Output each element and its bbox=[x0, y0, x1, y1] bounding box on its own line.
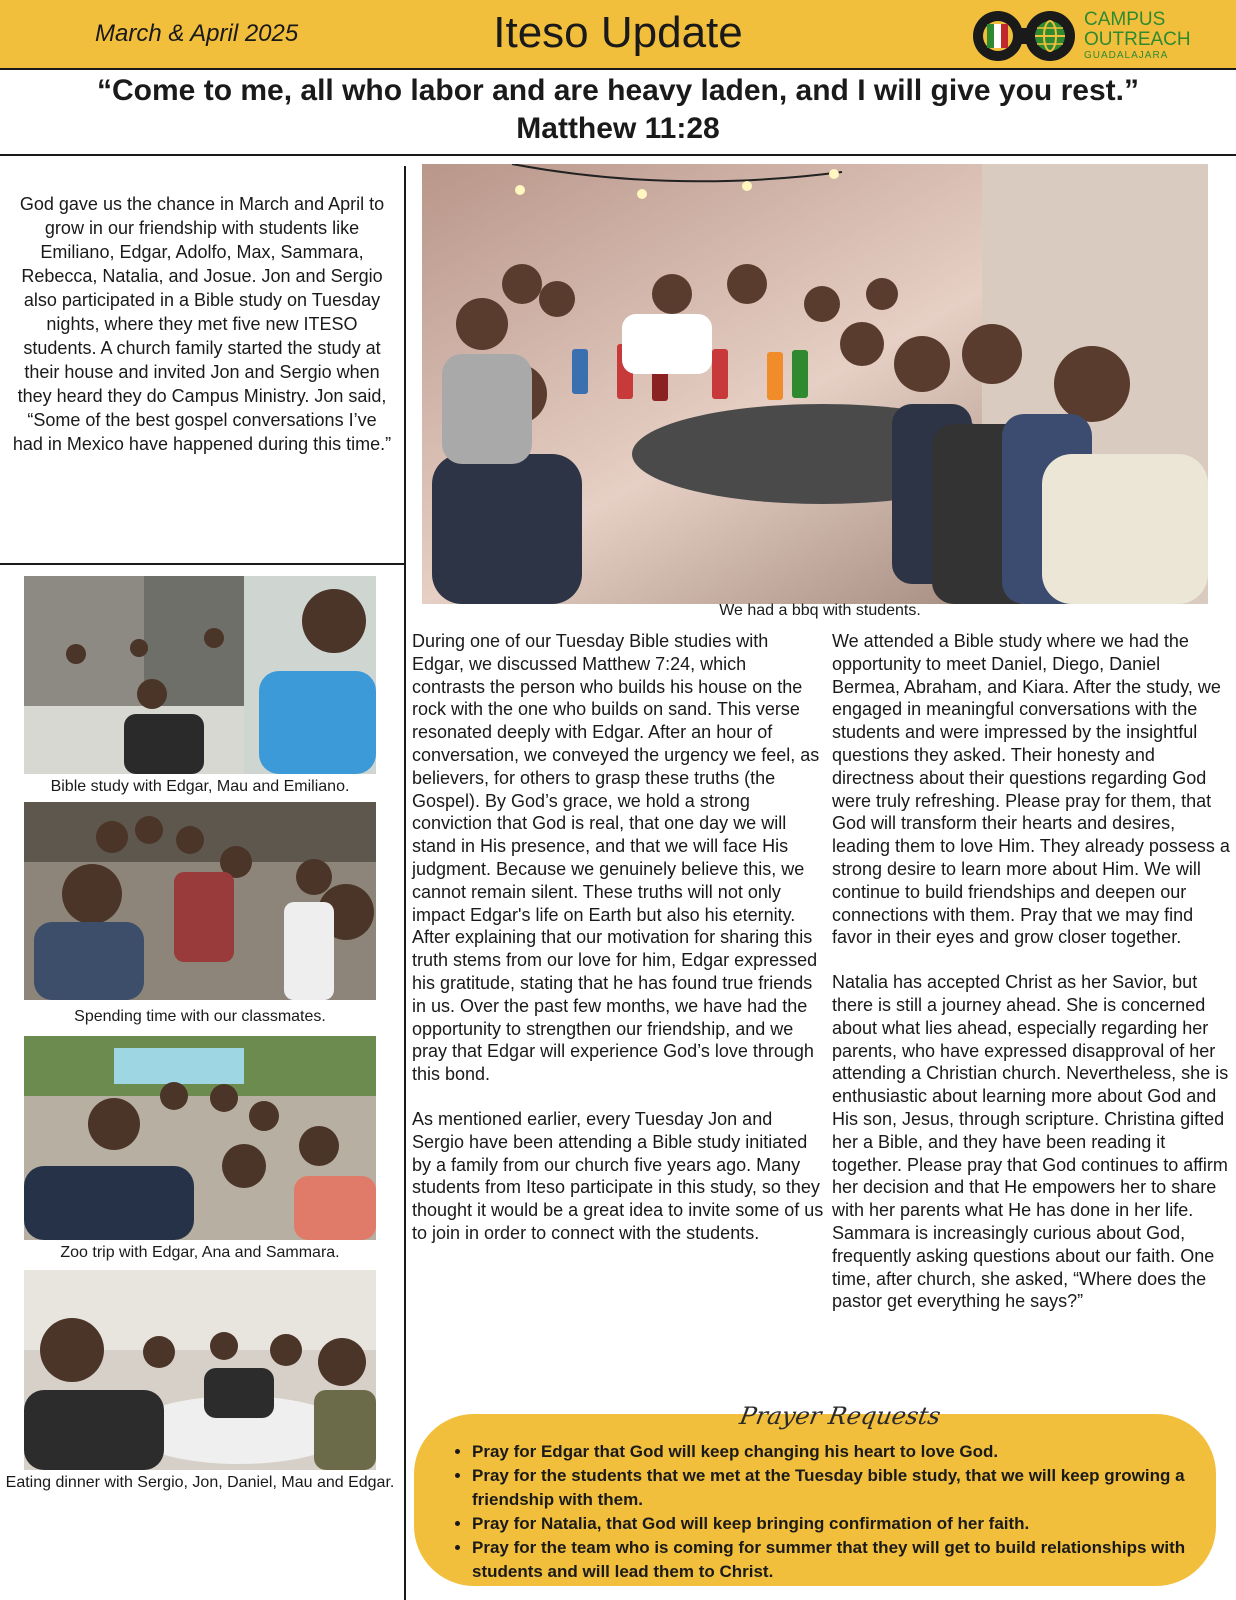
caption-zoo-trip: Zoo trip with Edgar, Ana and Sammara. bbox=[60, 1244, 340, 1261]
paragraph-edgar-story: During one of our Tuesday Bible studies with Edgar, we discussed Matthew 7:24, which contrasts the person who builds his house on the rock with the one who builds on sand. This verse resonated deeply with Edgar. After an hour of conversation, we conveyed the urgency we feel, as believers, for others to grasp these truths (the Gospel). By God’s grace, we hold a strong conviction that God is real, that one day we will stand in His presence, and that we will face His judgment. Because we genuinely believe this, we cannot remain silent. These truths will not only impact Edgar's life on Earth but also his eternity. After explaining that our motivation for sharing this truth stems from our love for him, Edgar expressed his gratitude, stating that he has found true friends in us. Over the past few months, we have had the opportunity to strengthen our friendship, and we pray that Edgar will experience God’s love through this bond. bbox=[412, 631, 820, 1085]
logo-wordmark bbox=[1084, 10, 1191, 62]
logo-line-1: CAMPUS bbox=[1084, 9, 1166, 30]
caption-classmates: Spending time with our classmates. bbox=[74, 1008, 326, 1025]
paragraph-bible-study: We attended a Bible study where we had the opportunity to meet Daniel, Diego, Daniel Bermea, Abraham, and Kiara. After the study, we engaged in meaningful conversations with the students and were impressed by the insightful questions they asked. Their honesty and directness about their questions regarding God were truly refreshing. Please pray for them, that God will transform their hearts and desires, leading them to love Him. They already possess a strong desire to learn more about Him. We will continue to build friendships and deepen our connections with them. Pray that we may find favor in their eyes and grow closer together. bbox=[832, 631, 1230, 948]
infinity-globe-icon bbox=[970, 8, 1080, 64]
newsletter-title: Iteso Update bbox=[493, 8, 743, 57]
prayer-item: • Pray for the students that we met at the Tuesday bible study, that we will keep growing a friendship with them. bbox=[472, 1464, 1212, 1512]
caption-dinner: Eating dinner with Sergio, Jon, Daniel, Mau and Edgar. bbox=[5, 1474, 395, 1491]
main-photo-caption: We had a bbq with students. bbox=[719, 602, 921, 619]
paragraph-natalia-sammara: Natalia has accepted Christ as her Savior, but there is still a journey ahead. She is concerned about what lies ahead, especially regarding her parents, who have expressed disapproval of her attending a Christian church. Nevertheless, she is enthusiastic about learning more about God and His son, Jesus, through scripture. Christina gifted her a Bible, and they have been reading it together. Please pray that God continues to affirm her decision and that He empowers her to share with her parents what He has done in her life. Sammara is increasingly curious about God, frequently asking questions about our faith. One time, after church, she asked, “Where does the pastor get everything he says?” bbox=[832, 972, 1229, 1312]
issue-date: March & April 2025 bbox=[95, 20, 299, 47]
header-banner bbox=[0, 0, 1236, 70]
verse-reference: Matthew 11:28 bbox=[516, 112, 720, 145]
bible-study-photo bbox=[24, 576, 376, 774]
story-column-1 bbox=[412, 630, 824, 1267]
caption-bible-study: Bible study with Edgar, Mau and Emiliano. bbox=[50, 778, 350, 795]
prayer-list bbox=[450, 1440, 1212, 1584]
campus-outreach-logo bbox=[970, 8, 1230, 64]
prayer-item: • Pray for Edgar that God will keep changing his heart to love God. bbox=[472, 1440, 1212, 1464]
header-divider bbox=[0, 154, 1236, 156]
logo-line-2: OUTREACH bbox=[1084, 29, 1191, 50]
prayer-item: • Pray for Natalia, that God will keep bringing confirmation of her faith. bbox=[472, 1512, 1212, 1536]
column-divider bbox=[404, 166, 406, 1600]
classmates-photo bbox=[24, 802, 376, 1000]
prayer-requests-title: Prayer Requests bbox=[737, 1402, 943, 1430]
bbq-group-photo bbox=[422, 164, 1208, 604]
paragraph-tuesday-study: As mentioned earlier, every Tuesday Jon and Sergio have been attending a Bible study initiated by a family from our church five years ago. Many students from Iteso participate in this study, so they thought it would be a great idea to invite some of us to join in order to connect with the students. bbox=[412, 1108, 824, 1243]
story-column-2 bbox=[832, 630, 1232, 1335]
verse-text: “Come to me, all who labor and are heavy laden, and I will give you rest.” bbox=[97, 74, 1139, 107]
zoo-trip-photo bbox=[24, 1036, 376, 1240]
prayer-item: • Pray for the team who is coming for summer that they will get to build relationships with students and will lead them to Christ. bbox=[472, 1536, 1212, 1584]
dinner-photo bbox=[24, 1270, 376, 1470]
scripture-quote bbox=[0, 72, 1236, 148]
intro-divider bbox=[0, 563, 404, 565]
intro-paragraph: God gave us the chance in March and April to grow in our friendship with students like Emiliano, Edgar, Adolfo, Max, Sammara, Rebecca, Natalia, and Josue. Jon and Sergio also participated in a Bible study on Tuesday nights, where they met five new ITESO students. A church family started the study at their house and invited Jon and Sergio when they heard they do Campus Ministry. Jon said, “Some of the best gospel conversations I’ve had in Mexico have happened during this time.” bbox=[12, 194, 392, 454]
logo-line-3: GUADALAJARA bbox=[1084, 50, 1169, 61]
